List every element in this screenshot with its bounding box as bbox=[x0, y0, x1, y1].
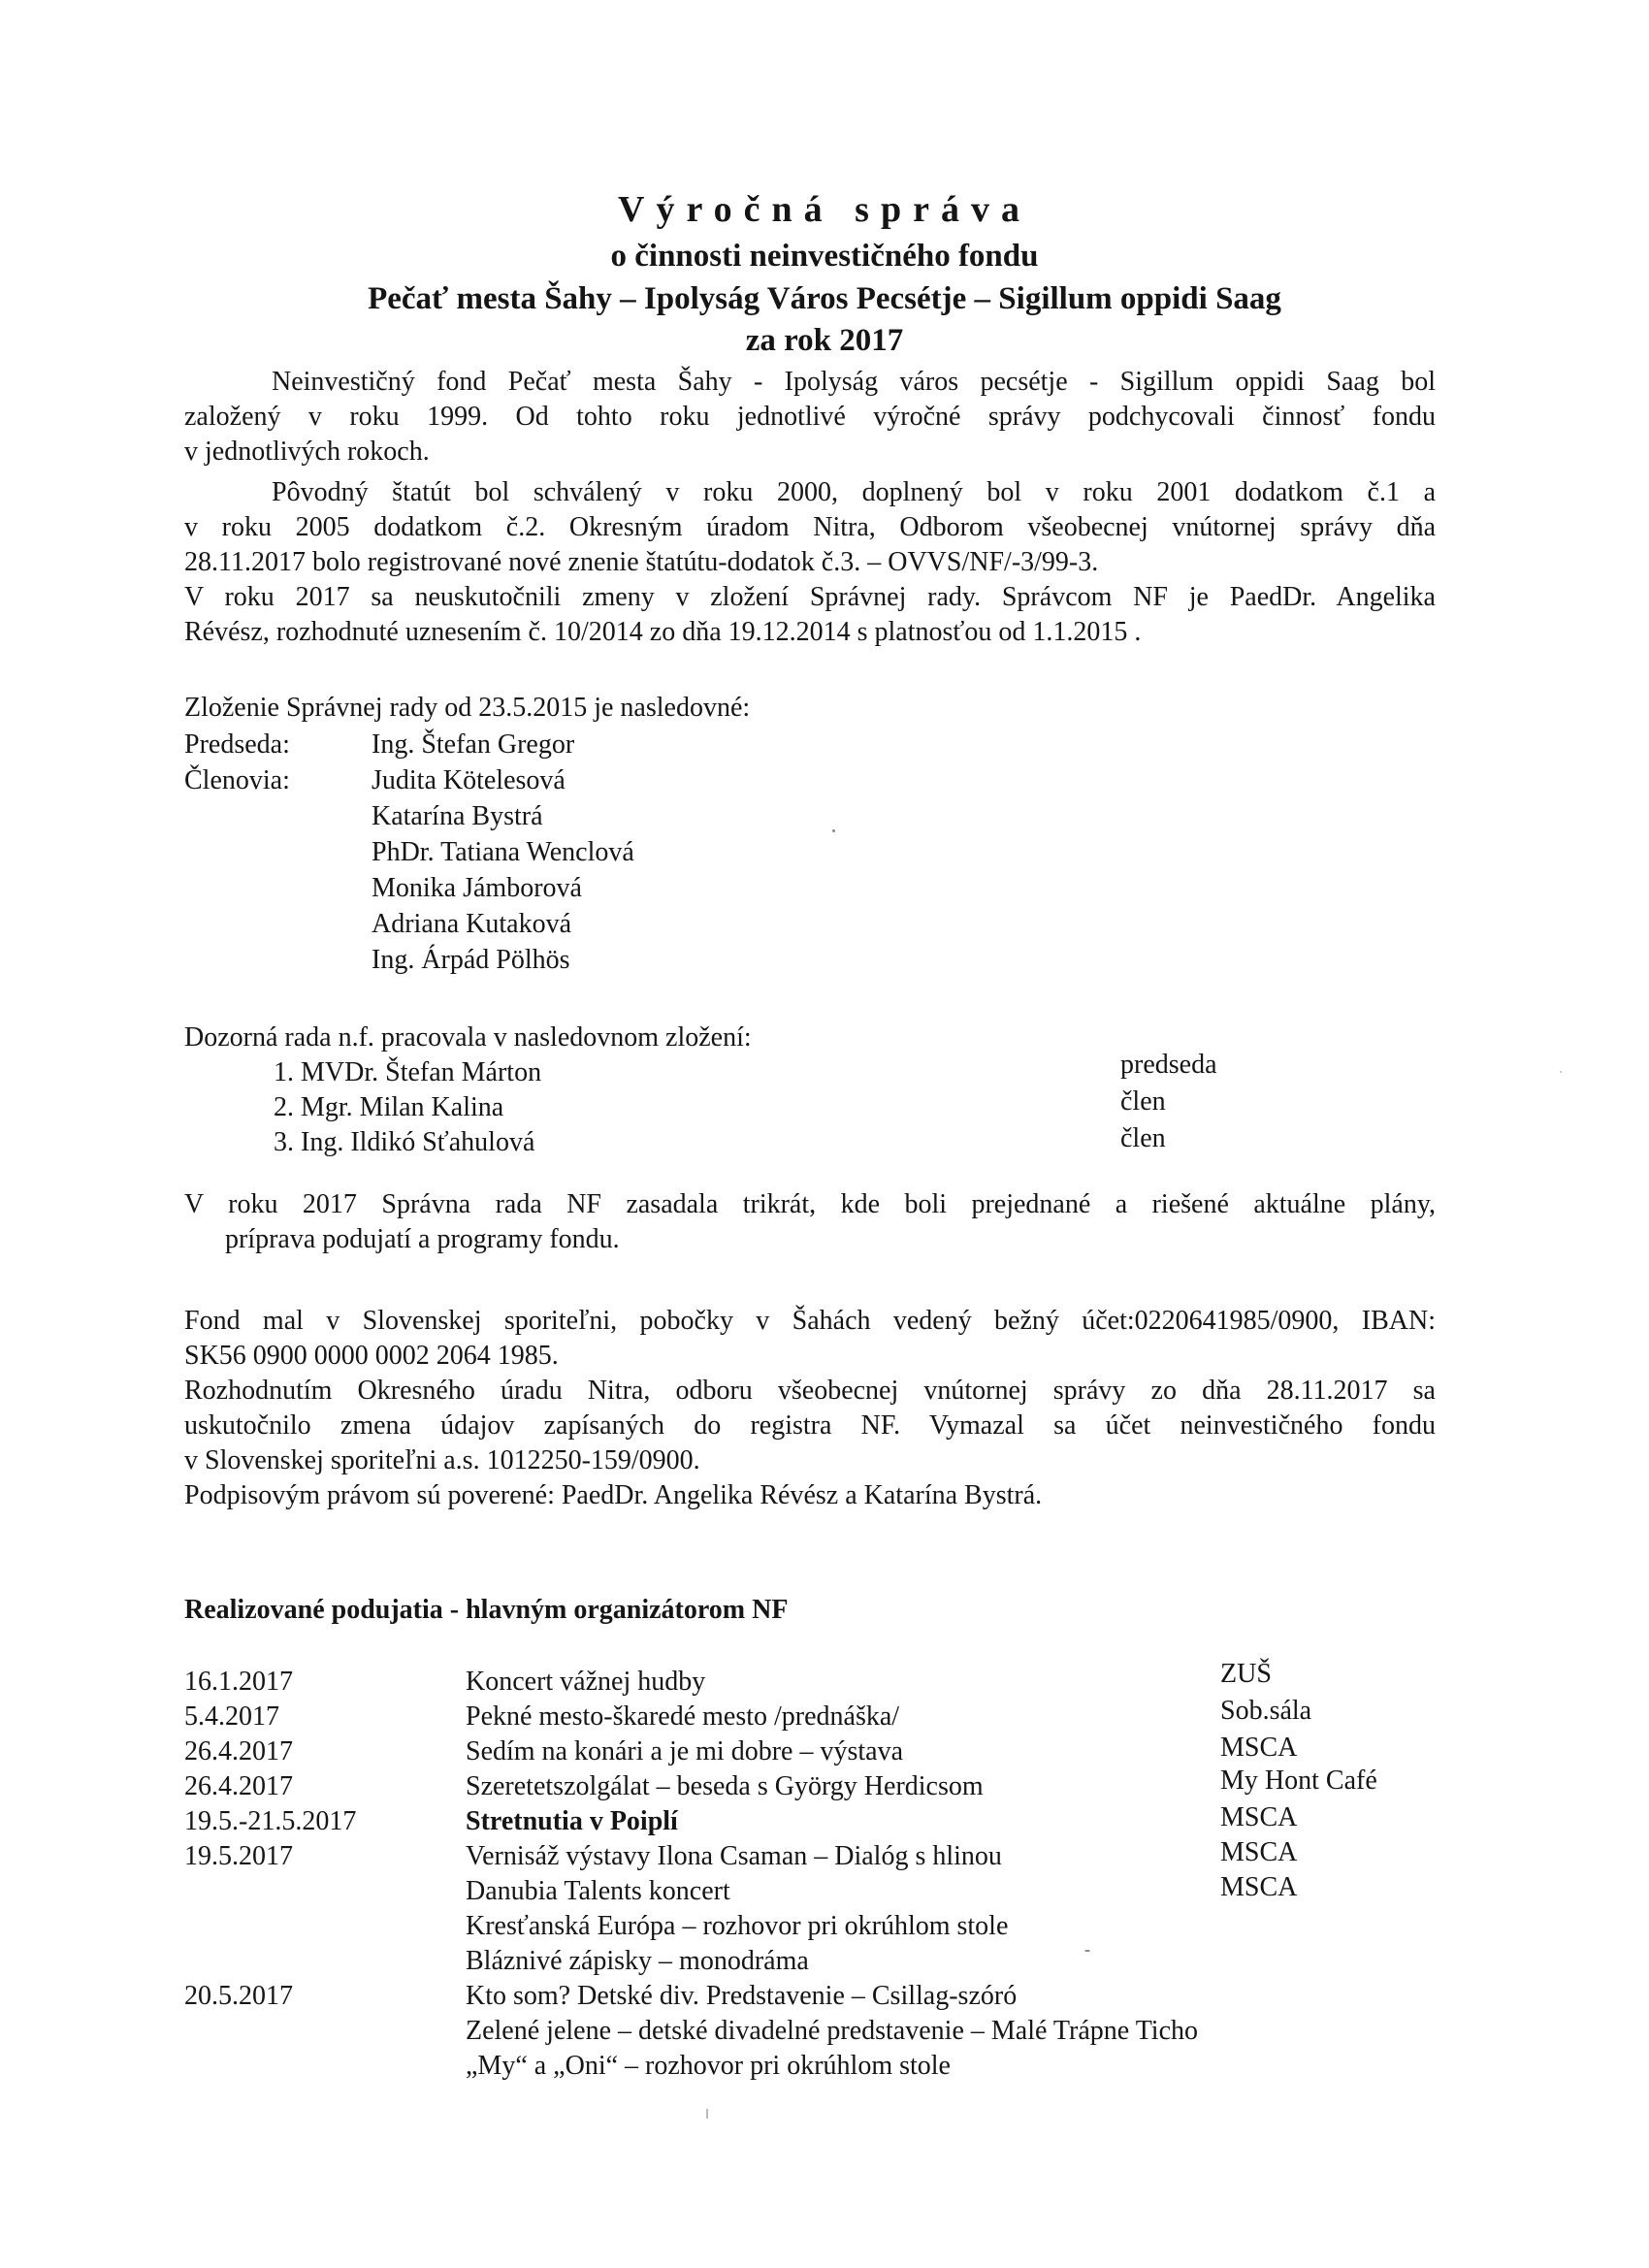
supervisory-row: 1. MVDr. Štefan Márton predseda bbox=[274, 1050, 1217, 1087]
table-row: 26.4.2017 Szeretetszolgálat – beseda s György Herdicsom My Hont Café bbox=[184, 1766, 1377, 1801]
scan-speck bbox=[706, 2109, 708, 2119]
supervisory-row: 3. Ing. Ildikó Sťahulová člen bbox=[274, 1123, 1166, 1157]
intro-paragraph-3: V roku 2017 sa neuskutočnili zmeny v zložení Správnej rady. Správcom NF je PaedDr. Angelika Révész, rozhodnuté uznesením č. 10/2014 zo dňa 19.12.2014 s platnosťou od 1.1.2015 . bbox=[184, 582, 1436, 647]
scan-speck bbox=[1560, 1071, 1562, 1073]
scan-speck bbox=[1084, 1950, 1090, 1952]
fund-name: Pečať mesta Šahy – Ipolyság Város Pecsétje – Sigillum oppidi Saag bbox=[368, 281, 1281, 316]
board-member: Judita Kötelesová bbox=[372, 765, 566, 795]
table-row: 19.5.2017 Vernisáž výstavy Ilona Csaman – Dialóg s hlinou MSCA bbox=[184, 1837, 1298, 1871]
board-member: Katarína Bystrá bbox=[372, 801, 543, 831]
table-row: Zelené jelene – detské divadelné predstavenie – Malé Trápne Ticho bbox=[466, 2016, 1199, 2046]
board-member: PhDr. Tatiana Wenclová bbox=[372, 837, 634, 867]
intro-paragraph-1: Neinvestičný fond Pečať mesta Šahy - Ipolyság város pecsétje - Sigillum oppidi Saag bol založený v roku 1999. Od tohto roku jednotlivé výročné správy podchycovali činnosť fondu v jednotlivých rokoch. bbox=[184, 367, 1436, 467]
report-title: Výročná správa bbox=[618, 189, 1031, 230]
board-heading: Zloženie Správnej rady od 23.5.2015 je nasledovné: bbox=[184, 693, 751, 723]
table-row: Bláznivé zápisky – monodráma bbox=[466, 1946, 809, 1976]
events-heading: Realizované podujatia - hlavným organizátorom NF bbox=[184, 1595, 789, 1625]
table-row: „My“ a „Oni“ – rozhovor pri okrúhlom stole bbox=[466, 2051, 951, 2081]
bank-paragraph: Fond mal v Slovenskej sporiteľni, pobočky v Šahách vedený bežný účet:0220641985/0900, IBAN: SK56 0900 0000 0002 2064 1985. Rozhodnutím Okresného úradu Nitra, odboru všeobecnej vnútornej správy zo dňa 28.11.2017 sa uskutočnilo zmena údajov zapísaných do registra NF. Vymazal sa účet neinvestičného fondu v Slovenskej sporiteľni a.s. 1012250-159/0900. Podpisovým právom sú poverené: PaedDr. Angelika Révész a Katarína Bystrá. bbox=[184, 1306, 1436, 1510]
table-row: 19.5.-21.5.2017 Stretnutia v Poiplí MSCA bbox=[184, 1802, 1298, 1836]
chair-label: Predseda: bbox=[184, 729, 290, 760]
members-label: Členovia: bbox=[184, 765, 290, 795]
board-member: Adriana Kutaková bbox=[372, 909, 572, 939]
table-row: 16.1.2017 Koncert vážnej hudby ZUŠ bbox=[184, 1659, 1272, 1697]
board-member: Ing. Árpád Pölhös bbox=[372, 945, 570, 975]
supervisory-row: 2. Mgr. Milan Kalina člen bbox=[274, 1086, 1166, 1122]
meetings-paragraph: V roku 2017 Správna rada NF zasadala trikrát, kde boli prejednané a riešené aktuálne plány, príprava podujatí a programy fondu. bbox=[184, 1189, 1436, 1254]
report-year: za rok 2017 bbox=[745, 323, 904, 358]
board-member: Monika Jámborová bbox=[372, 873, 582, 903]
supervisory-heading: Dozorná rada n.f. pracovala v nasledovnom zložení: bbox=[184, 1022, 752, 1053]
chair-name: Ing. Štefan Gregor bbox=[372, 729, 575, 760]
intro-paragraph-2: Pôvodný štatút bol schválený v roku 2000, doplnený bol v roku 2001 dodatkom č.1 a v roku 2005 dodatkom č.2. Okresným úradom Nitra, Odborom všeobecnej vnútornej správy dňa 28.11.2017 bolo registrované nové znenie štatútu-dodatok č.3. – OVVS/NF/-3/99-3. bbox=[184, 477, 1436, 577]
table-row: Kresťanská Európa – rozhovor pri okrúhlom stole bbox=[466, 1911, 1009, 1941]
table-row: 26.4.2017 Sedím na konári a je mi dobre – výstava MSCA bbox=[184, 1733, 1298, 1766]
report-subtitle: o činnosti neinvestičného fondu bbox=[610, 239, 1039, 274]
table-row: Danubia Talents koncert MSCA bbox=[466, 1872, 1298, 1906]
scan-speck bbox=[832, 829, 835, 832]
table-row: 20.5.2017 Kto som? Detské div. Predstavenie – Csillag-szóró bbox=[184, 1981, 1018, 2011]
table-row: 5.4.2017 Pekné mesto-škaredé mesto /prednáška/ Sob.sála bbox=[184, 1696, 1312, 1732]
